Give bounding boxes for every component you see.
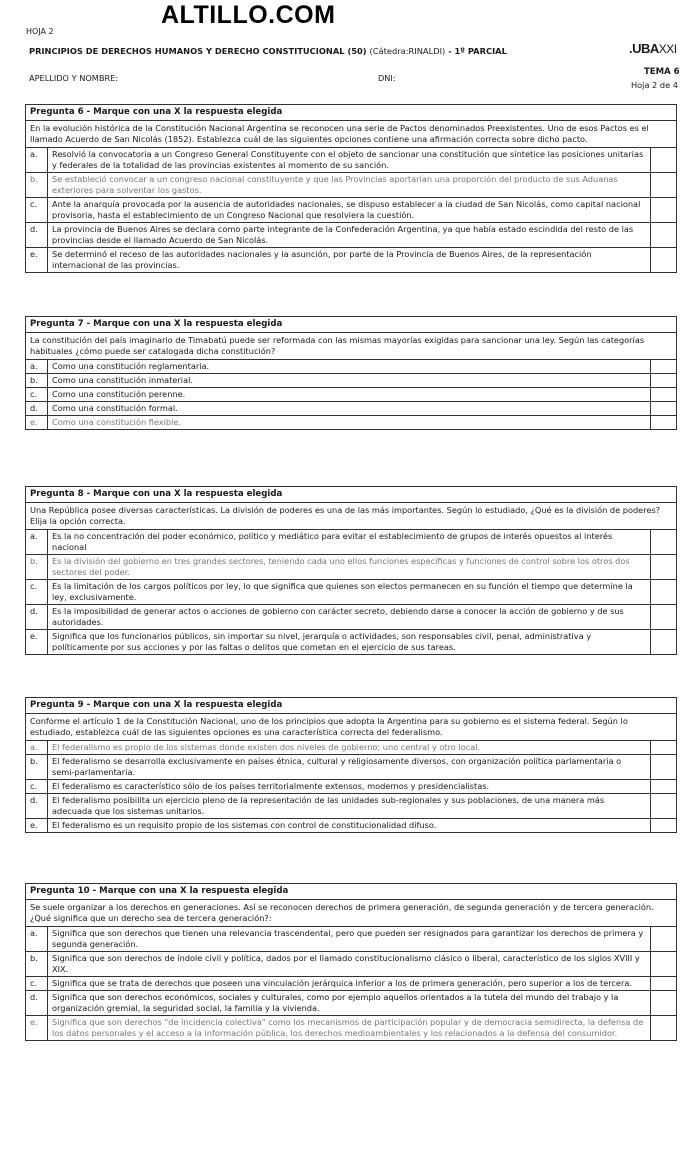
answer-checkbox[interactable] — [650, 360, 676, 374]
option-row — [26, 374, 677, 388]
answer-checkbox[interactable] — [650, 530, 676, 555]
answer-checkbox[interactable] — [650, 755, 676, 780]
option-row — [26, 927, 677, 952]
catedra: (Cátedra:RINALDI) — [369, 46, 446, 56]
answer-checkbox[interactable] — [650, 374, 676, 388]
option-text: Se determinó el receso de las autoridades nacionales y la asunción, por parte de la Provincia de Buenos Aires, de la representación internacional de las provincias. — [48, 248, 651, 273]
option-row — [26, 402, 677, 416]
option-text: Es la no concentración del poder económico, político y mediático para evitar el establecimiento de grupos de interés opuestos al interés nacional — [48, 530, 651, 555]
question-9-table — [25, 697, 677, 833]
answer-checkbox[interactable] — [651, 952, 677, 977]
option-text: La provincia de Buenos Aires se declara como parte integrante de la Confederación Argentina, ya que había estado escindida del resto de las provincias desde el llamado Acuerdo de San Nicolás. — [48, 223, 651, 248]
option-letter: e. — [26, 248, 48, 273]
question-title: Pregunta 6 - Marque con una X la respuesta elegida — [26, 105, 677, 121]
option-text: Como una constitución reglamentaria. — [48, 360, 651, 374]
answer-checkbox[interactable] — [650, 198, 676, 223]
option-text: Como una constitución formal. — [48, 402, 651, 416]
answer-checkbox[interactable] — [650, 248, 676, 273]
option-row — [26, 977, 677, 991]
option-letter: a. — [26, 530, 48, 555]
option-row — [26, 416, 677, 430]
option-letter: b. — [26, 952, 48, 977]
option-letter: b. — [26, 374, 48, 388]
question-stem: En la evolución histórica de la Constitución Nacional Argentina se reconocen una serie de Pactos denominados Preexistentes. Uno de esos Pactos es el llamado Acuerdo de San Nicolás (1852). Establezca cuál de las siguientes opciones contiene una afirmación correcta sobre dicho pacto. — [26, 121, 677, 148]
option-text: Es la imposibilidad de generar actos o acciones de gobierno con carácter secreto, debiendo darse a conocer la acción de gobierno y de sus autoridades. — [48, 605, 651, 630]
option-letter: a. — [26, 148, 48, 173]
option-row — [26, 819, 677, 833]
answer-checkbox[interactable] — [650, 388, 676, 402]
option-row — [26, 605, 677, 630]
option-text: El federalismo posibilita un ejercicio pleno de la representación de las unidades sub-regionales y sus poblaciones, de una manera más adecuada que los sistemas unitarios. — [48, 794, 651, 819]
sheet-number: HOJA 2 — [26, 27, 54, 36]
question-title: Pregunta 8 - Marque con una X la respuesta elegida — [26, 487, 677, 503]
option-text: Es la limitación de los cargos políticos por ley, lo que significa que quienes son electos permanecen en su función el tiempo que determine la ley, exclusivamente. — [48, 580, 651, 605]
option-text: Como una constitución perenne. — [48, 388, 651, 402]
option-row — [26, 741, 677, 755]
option-text: Significa que son derechos que tienen una relevancia trascendental, pero que pueden ser resignados para garantizar los derechos de primera y segunda generación. — [48, 927, 651, 952]
question-title: Pregunta 9 - Marque con una X la respuesta elegida — [26, 698, 677, 714]
option-text: Significa que se trata de derechos que poseen una vinculación jerárquica inferior a los de primera generación, pero superior a los de tercera. — [48, 977, 651, 991]
option-row — [26, 630, 677, 655]
option-row — [26, 780, 677, 794]
name-label: APELLIDO Y NOMBRE: — [29, 73, 119, 83]
tema-label: TEMA 6 — [644, 67, 680, 77]
answer-checkbox[interactable] — [650, 173, 676, 198]
answer-checkbox[interactable] — [650, 780, 676, 794]
option-text: El federalismo se desarrolla exclusivamente en países étnica, cultural y religiosamente diversos, con organización política parlamentaria o semi-parlamentaria. — [48, 755, 651, 780]
option-letter: d. — [26, 794, 48, 819]
answer-checkbox[interactable] — [650, 741, 676, 755]
option-row — [26, 755, 677, 780]
option-row — [26, 223, 677, 248]
option-letter: c. — [26, 780, 48, 794]
option-letter: d. — [26, 402, 48, 416]
option-text: Significa que los funcionarios públicos, sin importar su nivel, jerarquía o actividades, son responsables civil, penal, administrativa y políticamente por sus acciones y por las faltas o delitos que cometan en el ejercicio de sus tareas. — [48, 630, 651, 655]
page-count: Hoja 2 de 4 — [631, 80, 678, 90]
answer-checkbox[interactable] — [651, 1016, 677, 1041]
option-letter: c. — [26, 977, 48, 991]
uba-logo-text: .UBA — [629, 41, 659, 56]
option-text: Significa que son derechos "de incidencia colectiva" como los mecanismos de participación popular y de democracia semidirecta, la defensa de los datos personales y el acceso a la información pública, los derechos medioambientales y los relacionados a la defensa del consumidor. — [48, 1016, 651, 1041]
question-7-table — [25, 316, 677, 430]
option-row — [26, 530, 677, 555]
option-letter: e. — [26, 1016, 48, 1041]
option-text: Como una constitución inmaterial. — [48, 374, 651, 388]
answer-checkbox[interactable] — [650, 605, 676, 630]
answer-checkbox[interactable] — [650, 630, 676, 655]
option-letter: c. — [26, 198, 48, 223]
option-letter: c. — [26, 388, 48, 402]
question-stem: Conforme el artículo 1 de la Constitución Nacional, uno de los principios que adopta la Argentina para su gobierno es el sistema federal. Según lo estudiado, establezca cuál de las siguientes opciones es una característica correcta del federalismo. — [26, 714, 677, 741]
answer-checkbox[interactable] — [650, 794, 676, 819]
answer-checkbox[interactable] — [651, 927, 677, 952]
option-text: El federalismo es propio de los sistemas donde existen dos niveles de gobierno; uno central y otro local. — [48, 741, 651, 755]
option-row — [26, 952, 677, 977]
answer-checkbox[interactable] — [650, 555, 676, 580]
option-letter: b. — [26, 755, 48, 780]
option-letter: d. — [26, 223, 48, 248]
question-10-table — [25, 883, 677, 1041]
course-name: PRINCIPIOS DE DERECHOS HUMANOS Y DERECHO CONSTITUCIONAL (50) — [29, 46, 367, 56]
option-letter: e. — [26, 630, 48, 655]
answer-checkbox[interactable] — [650, 416, 676, 430]
answer-checkbox[interactable] — [650, 223, 676, 248]
option-row — [26, 794, 677, 819]
option-text: Significa que son derechos económicos, sociales y culturales, como por ejemplo aquellos orientados a la tutela del mundo del trabajo y la organización gremial, la seguridad social, la familia y la vivienda. — [48, 991, 651, 1016]
option-letter: b. — [26, 555, 48, 580]
option-letter: a. — [26, 360, 48, 374]
site-watermark: ALTILLO.COM — [161, 1, 336, 29]
option-letter: a. — [26, 927, 48, 952]
answer-checkbox[interactable] — [650, 580, 676, 605]
option-letter: b. — [26, 173, 48, 198]
question-stem: Se suele organizar a los derechos en generaciones. Así se reconocen derechos de primera generación, de segunda generación y de tercera generación. ¿Qué significa que un derecho sea de tercera generación?: — [26, 900, 677, 927]
option-letter: e. — [26, 416, 48, 430]
option-text: Es la división del gobierno en tres grandes sectores, teniendo cada uno ellos funciones específicas y funciones de control sobre los otros dos sectores del poder. — [48, 555, 651, 580]
option-text: El federalismo es un requisito propio de los sistemas con control de constitucionalidad difuso. — [48, 819, 651, 833]
option-row — [26, 148, 677, 173]
option-text: El federalismo es característico sólo de los países territorialmente extensos, modernos y presidencialistas. — [48, 780, 651, 794]
option-letter: d. — [26, 991, 48, 1016]
question-stem: Una República posee diversas características. La división de poderes es una de las más importantes. Según lo estudiado, ¿Qué es la división de poderes? Elija la opción correcta. — [26, 503, 677, 530]
option-text: Resolvió la convocatoria a un Congreso General Constituyente con el objeto de sancionar una constitución que sintetice las posiciones unitarias y federales de la totalidad de las provincias existentes al momento de su sanción. — [48, 148, 651, 173]
option-row — [26, 580, 677, 605]
dni-label: DNI: — [378, 73, 396, 83]
option-text: Se estableció convocar a un congreso nacional constituyente y que las Provincias aportarían una proporción del producto de sus Aduanas exteriores para solventar los gastos. — [48, 173, 651, 198]
uba-logo — [629, 41, 677, 56]
exam-type: - 1º PARCIAL — [448, 46, 507, 56]
question-8-table — [25, 486, 677, 655]
question-title: Pregunta 7 - Marque con una X la respuesta elegida — [26, 317, 677, 333]
option-row — [26, 360, 677, 374]
answer-checkbox[interactable] — [651, 991, 677, 1016]
option-row — [26, 248, 677, 273]
option-row — [26, 388, 677, 402]
option-row — [26, 555, 677, 580]
answer-checkbox[interactable] — [650, 148, 676, 173]
option-letter: d. — [26, 605, 48, 630]
option-row — [26, 991, 677, 1016]
uba-logo-suffix: XXI — [658, 42, 677, 56]
option-letter: e. — [26, 819, 48, 833]
answer-checkbox[interactable] — [651, 977, 677, 991]
question-6-table — [25, 104, 677, 273]
course-title — [29, 46, 507, 56]
answer-checkbox[interactable] — [650, 819, 676, 833]
option-text: Como una constitución flexible. — [48, 416, 651, 430]
question-title: Pregunta 10 - Marque con una X la respuesta elegida — [26, 884, 677, 900]
answer-checkbox[interactable] — [650, 402, 676, 416]
option-letter: a. — [26, 741, 48, 755]
option-row — [26, 198, 677, 223]
option-row — [26, 1016, 677, 1041]
option-text: Ante la anarquía provocada por la ausencia de autoridades nacionales, se dispuso establecer a la ciudad de San Nicolás, como capital nacional provisoria, hasta el establecimiento de un Congreso Nacional que resolviera la cuestión. — [48, 198, 651, 223]
option-row — [26, 173, 677, 198]
question-stem: La constitución del país imaginario de Timabatú puede ser reformada con las mismas mayorías exigidas para sancionar una ley. Según las categorías habituales ¿cómo puede ser catalogada dicha constitución? — [26, 333, 677, 360]
option-text: Significa que son derechos de índole civil y política, dados por el llamado constitucionalismo clásico o liberal, característico de los siglos XVIII y XIX. — [48, 952, 651, 977]
option-letter: c. — [26, 580, 48, 605]
